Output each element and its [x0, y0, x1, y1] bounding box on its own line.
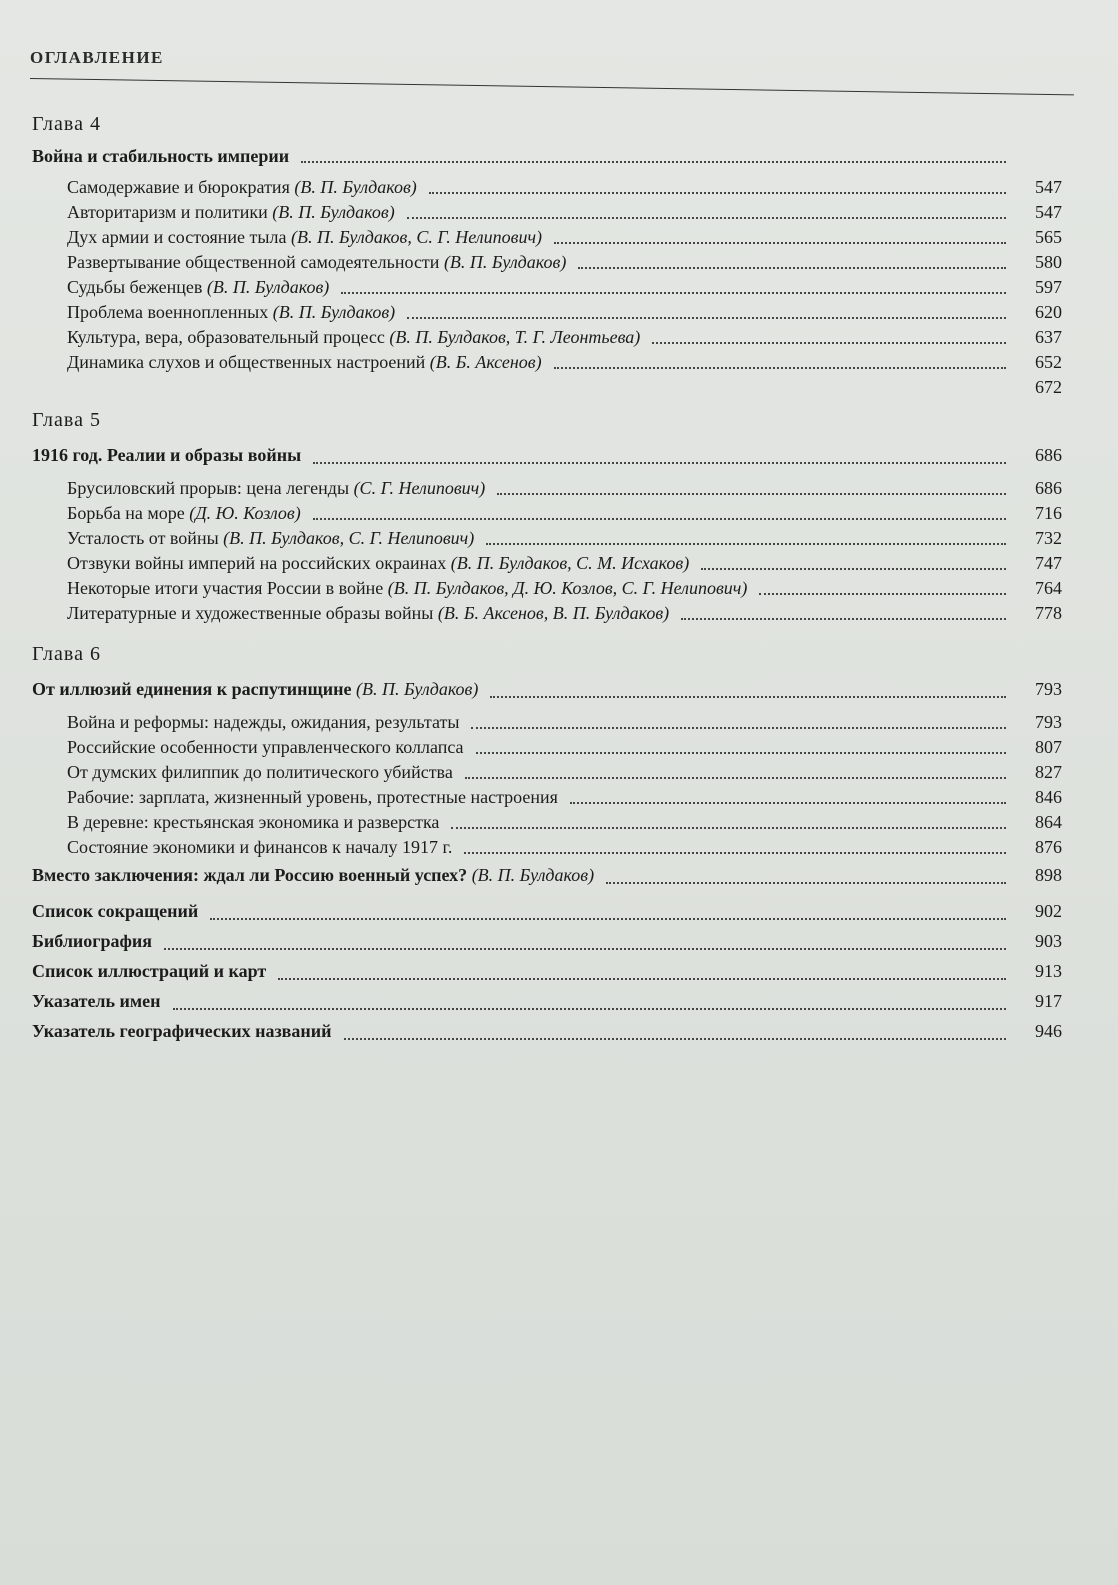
toc-entry[interactable]: Отзвуки войны империй на российских окраинах (В. П. Булдаков, С. М. Исхаков) 747: [32, 551, 1062, 576]
page-number: 686: [1035, 445, 1062, 465]
chapter-5-title: Глава 5: [32, 409, 101, 431]
page-number: 597: [1035, 277, 1062, 297]
page-number: 903: [1035, 931, 1062, 951]
page-number: 565: [1035, 227, 1062, 247]
page-number: 778: [1035, 603, 1062, 623]
toc-entry[interactable]: Война и реформы: надежды, ожидания, результаты 793: [32, 710, 1062, 735]
extra-page-number: 672: [1035, 377, 1062, 397]
toc-entry[interactable]: Брусиловский прорыв: цена легенды (С. Г. Нелипович) 686: [32, 476, 1062, 501]
page-number: 793: [1035, 712, 1062, 732]
toc-entry[interactable]: Литературные и художественные образы войны (В. Б. Аксенов, В. П. Булдаков) 778: [32, 601, 1062, 626]
toc-geo-index[interactable]: Указатель географических названий 946: [32, 1016, 1062, 1046]
page-number: 807: [1035, 737, 1062, 757]
toc-entry[interactable]: Состояние экономики и финансов к началу 1917 г. 876: [32, 835, 1062, 860]
toc-entry[interactable]: Развертывание общественной самодеятельности (В. П. Булдаков) 580: [32, 250, 1062, 275]
table-of-contents: [32, 110, 1062, 1046]
toc-entry[interactable]: Судьбы беженцев (В. П. Булдаков) 597: [32, 275, 1062, 300]
page-header: ОГЛАВЛЕНИЕ: [30, 48, 164, 67]
chapter-6-title: Глава 6: [32, 643, 101, 665]
toc-abbreviations[interactable]: Список сокращений 902: [32, 896, 1062, 926]
toc-entry[interactable]: Самодержавие и бюрократия (В. П. Булдаков) 547: [32, 175, 1062, 200]
header-rule: [30, 78, 1074, 95]
toc-entry[interactable]: Проблема военнопленных (В. П. Булдаков) 620: [32, 300, 1062, 325]
toc-entry[interactable]: Борьба на море (Д. Ю. Козлов) 716: [32, 501, 1062, 526]
page-number: 652: [1035, 352, 1062, 372]
page-number: 764: [1035, 578, 1062, 598]
page-number: 898: [1035, 865, 1062, 885]
chapter-5-section[interactable]: 1916 год. Реалии и образы войны 686: [32, 440, 1062, 470]
page-number: 620: [1035, 302, 1062, 322]
chapter-4-title: Глава 4: [32, 113, 101, 135]
page-number: 793: [1035, 679, 1062, 699]
chapter-4-section[interactable]: Война и стабильность империи: [32, 144, 1062, 169]
toc-entry[interactable]: Культура, вера, образовательный процесс (В. П. Булдаков, Т. Г. Леонтьева) 637: [32, 325, 1062, 350]
toc-entry[interactable]: Авторитаризм и политики (В. П. Булдаков) 547: [32, 200, 1062, 225]
page-number: 913: [1035, 961, 1062, 981]
toc-entry[interactable]: Рабочие: зарплата, жизненный уровень, протестные настроения 846: [32, 785, 1062, 810]
page-number: 876: [1035, 837, 1062, 857]
toc-bibliography[interactable]: Библиография 903: [32, 926, 1062, 956]
page-number: 686: [1035, 478, 1062, 498]
toc-entry[interactable]: Усталость от войны (В. П. Булдаков, С. Г. Нелипович) 732: [32, 526, 1062, 551]
toc-entry[interactable]: В деревне: крестьянская экономика и разверстка 864: [32, 810, 1062, 835]
toc-conclusion[interactable]: Вместо заключения: ждал ли Россию военный успех? (В. П. Булдаков) 898: [32, 860, 1062, 890]
toc-entry[interactable]: Дух армии и состояние тыла (В. П. Булдаков, С. Г. Нелипович) 565: [32, 225, 1062, 250]
page-number: 637: [1035, 327, 1062, 347]
toc-name-index[interactable]: Указатель имен 917: [32, 986, 1062, 1016]
page-number: 716: [1035, 503, 1062, 523]
page-number: 917: [1035, 991, 1062, 1011]
page-number: 580: [1035, 252, 1062, 272]
toc-entry[interactable]: От думских филиппик до политического убийства 827: [32, 760, 1062, 785]
page-number: 547: [1035, 202, 1062, 222]
page-number: 902: [1035, 901, 1062, 921]
toc-entry[interactable]: Некоторые итоги участия России в войне (В. П. Булдаков, Д. Ю. Козлов, С. Г. Нелипович) 764: [32, 576, 1062, 601]
page-number: 747: [1035, 553, 1062, 573]
chapter-6-section[interactable]: От иллюзий единения к распутинщине (В. П. Булдаков) 793: [32, 674, 1062, 704]
toc-illustrations[interactable]: Список иллюстраций и карт 913: [32, 956, 1062, 986]
page-number: 732: [1035, 528, 1062, 548]
page-number: 946: [1035, 1021, 1062, 1041]
page-number: 547: [1035, 177, 1062, 197]
toc-entry[interactable]: Динамика слухов и общественных настроений (В. Б. Аксенов) 652: [32, 350, 1062, 375]
page-number: 864: [1035, 812, 1062, 832]
toc-entry[interactable]: Российские особенности управленческого коллапса 807: [32, 735, 1062, 760]
page-number: 827: [1035, 762, 1062, 782]
page-number: 846: [1035, 787, 1062, 807]
